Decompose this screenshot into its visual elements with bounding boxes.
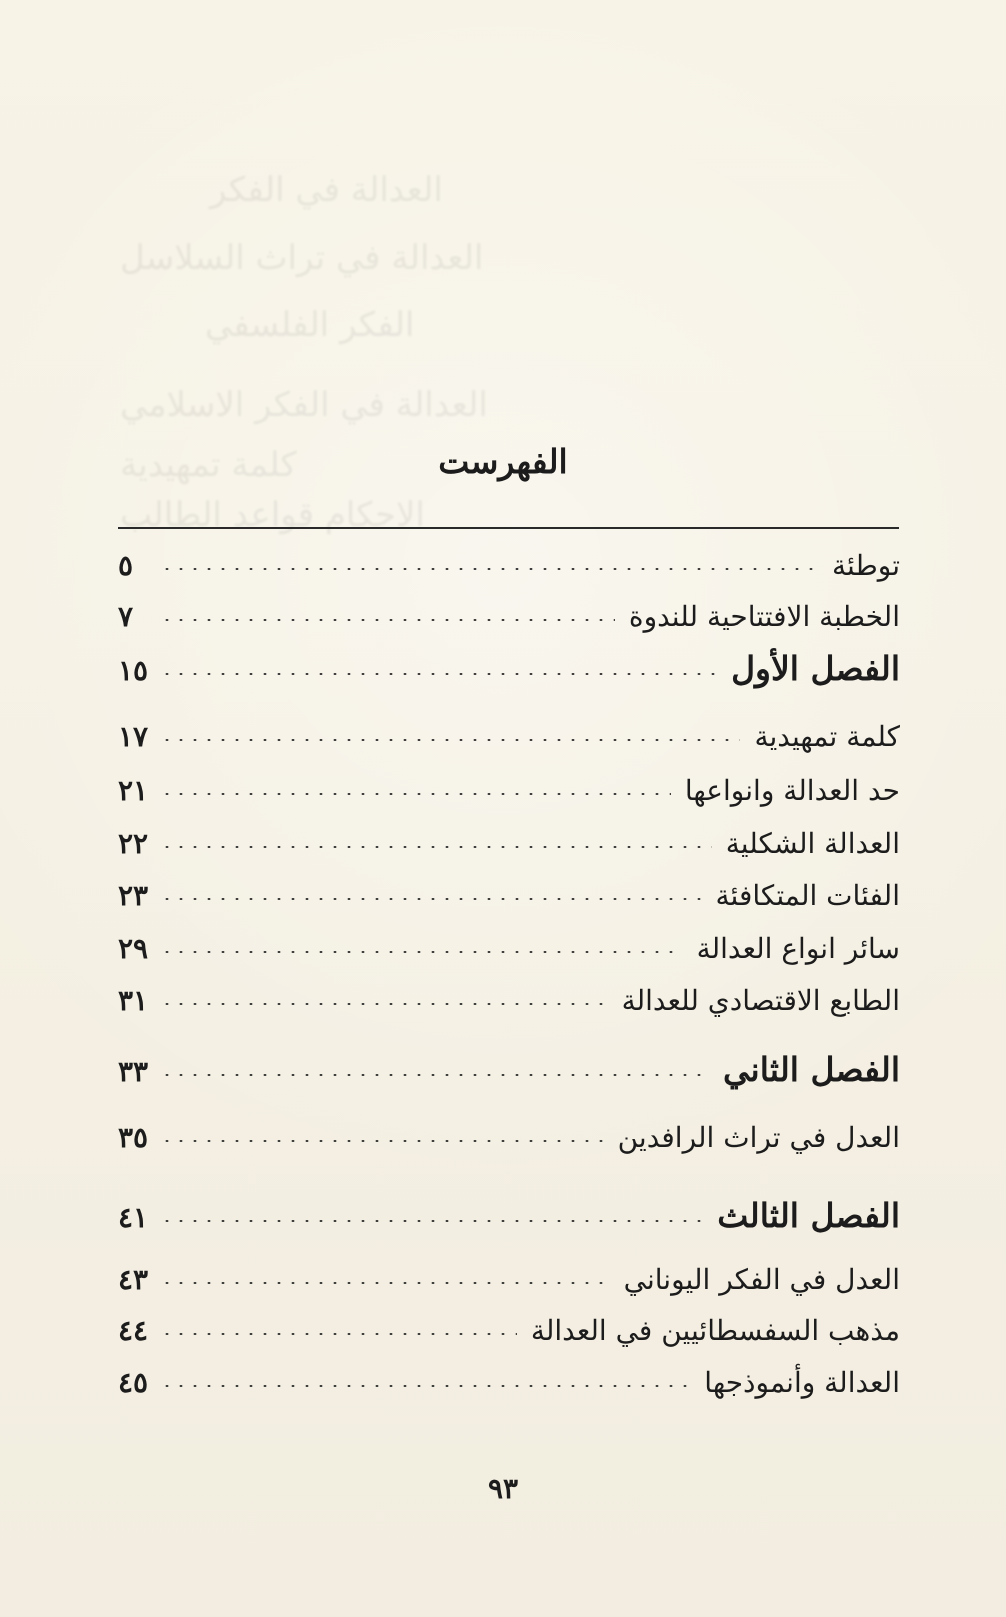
toc-page-number: ٢١ xyxy=(118,774,149,807)
toc-leader-dots xyxy=(160,1282,610,1284)
toc-chapter-label: الفصل الأول xyxy=(731,649,900,688)
toc-row[interactable] xyxy=(118,1355,900,1397)
toc-page-number: ٣٥ xyxy=(118,1121,149,1154)
toc-leader-dots xyxy=(160,951,683,953)
toc-entry-label: الخطبة الافتتاحية للندوة xyxy=(628,600,900,633)
toc-entry-label: مذهب السفسطائيين في العدالة xyxy=(530,1314,900,1347)
toc-row[interactable] xyxy=(118,589,900,631)
toc-page-number: ٤٥ xyxy=(118,1366,149,1399)
toc-page-number: ٤١ xyxy=(118,1201,149,1234)
toc-page-number: ٢٣ xyxy=(118,879,149,912)
toc-entry-label: الفئات المتكافئة xyxy=(715,879,900,912)
toc-leader-dots xyxy=(160,739,740,741)
toc-leader-dots xyxy=(160,1220,701,1222)
show-through-text: العدالة في الفكر xyxy=(210,170,443,210)
toc-entry-label: كلمة تمهيدية xyxy=(754,720,900,753)
toc-leader-dots xyxy=(160,793,671,795)
toc-entry-label: العدل في تراث الرافدين xyxy=(617,1121,900,1154)
toc-entry-label: العدل في الفكر اليوناني xyxy=(623,1263,900,1296)
toc-page-number: ٤٣ xyxy=(118,1263,149,1296)
toc-leader-dots xyxy=(160,1003,608,1005)
toc-page-number: ٢٢ xyxy=(118,827,149,860)
show-through-text: كلمة تمهيدية xyxy=(120,445,297,485)
page-number: ٩٣ xyxy=(487,1472,519,1505)
toc-row[interactable] xyxy=(118,921,900,963)
toc-chapter-label: الفصل الثالث xyxy=(717,1196,900,1235)
toc-chapter-row[interactable] xyxy=(118,637,900,688)
show-through-text: الفكر الفلسفي xyxy=(205,305,415,345)
toc-leader-dots xyxy=(160,1333,517,1335)
toc-entry-label: العدالة الشكلية xyxy=(725,827,900,860)
toc-chapter-label: الفصل الثاني xyxy=(723,1050,900,1089)
toc-row[interactable] xyxy=(118,816,900,858)
toc-chapter-row[interactable] xyxy=(118,1184,900,1235)
toc-leader-dots xyxy=(160,1385,690,1387)
toc-row[interactable] xyxy=(118,1110,900,1152)
page-title: الفهرست xyxy=(438,442,568,481)
toc-entry-label: سائر انواع العدالة xyxy=(696,932,900,965)
toc-leader-dots xyxy=(160,1140,604,1142)
toc-entry-label: توطئة xyxy=(831,549,900,582)
toc-row[interactable] xyxy=(118,973,900,1015)
toc-page-number: ٣١ xyxy=(118,984,149,1017)
toc-page-number: ٥ xyxy=(118,549,134,582)
toc-chapter-row[interactable] xyxy=(118,1038,900,1089)
toc-row[interactable] xyxy=(118,1303,900,1345)
toc-row[interactable] xyxy=(118,538,900,580)
toc-leader-dots xyxy=(160,1074,707,1076)
toc-row[interactable] xyxy=(118,709,900,751)
toc-leader-dots xyxy=(160,568,818,570)
toc-row[interactable] xyxy=(118,1252,900,1294)
toc-leader-dots xyxy=(160,673,715,675)
toc-entry-label: حد العدالة وانواعها xyxy=(684,774,900,807)
toc-page-number: ٤٤ xyxy=(118,1314,149,1347)
toc-page-number: ٣٣ xyxy=(118,1055,149,1088)
toc-page-number: ١٥ xyxy=(118,654,149,687)
toc-entry-label: العدالة وأنموذجها xyxy=(704,1366,900,1399)
toc-page-number: ٢٩ xyxy=(118,932,149,965)
title-divider xyxy=(118,527,899,529)
show-through-text: الاحكام قواعد الطالب xyxy=(120,495,425,535)
toc-entry-label: الطابع الاقتصادي للعدالة xyxy=(621,984,900,1017)
toc-row[interactable] xyxy=(118,868,900,910)
toc-leader-dots xyxy=(160,846,712,848)
show-through-text: العدالة في تراث السلاسل xyxy=(120,238,484,278)
toc-page-number: ١٧ xyxy=(118,720,149,753)
toc-leader-dots xyxy=(160,898,701,900)
toc-row[interactable] xyxy=(118,763,900,805)
toc-page-number: ٧ xyxy=(118,600,134,633)
toc-leader-dots xyxy=(160,619,615,621)
show-through-text: العدالة في الفكر الاسلامي xyxy=(120,385,488,425)
